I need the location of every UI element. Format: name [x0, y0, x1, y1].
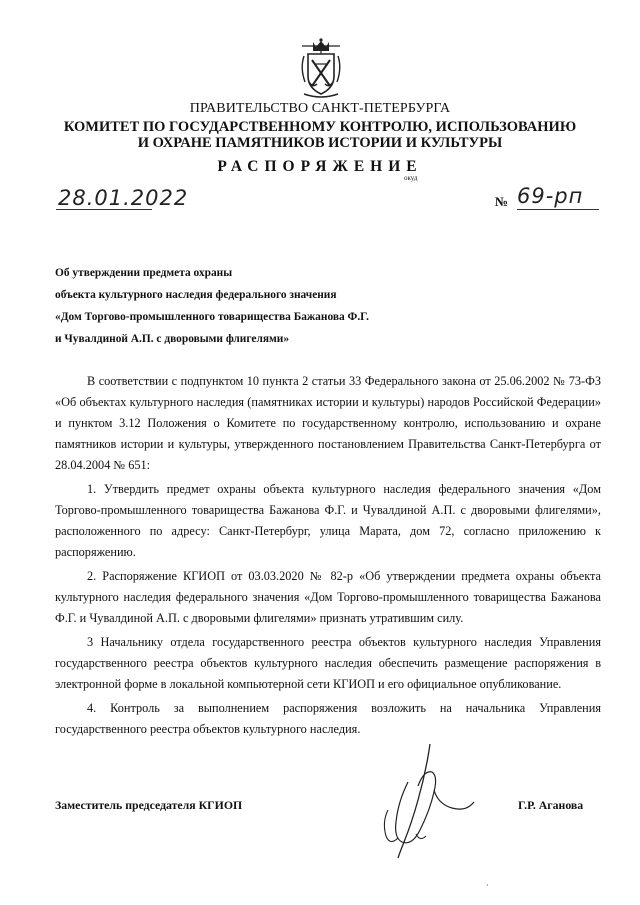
date-underline	[56, 209, 152, 210]
document-body	[55, 371, 601, 743]
item-4-paragraph: 4. Контроль за выполнением распоряжения возложить на начальника Управления государственного реестра объектов культурного наследия.	[55, 701, 601, 736]
committee-name-line2: И ОХРАНЕ ПАМЯТНИКОВ ИСТОРИИ И КУЛЬТУРЫ	[137, 135, 503, 151]
signatory-name: Г.Р. Аганова	[518, 798, 584, 812]
subject-line4: и Чувалдиной А.П. с дворовыми флигелями»	[55, 333, 290, 345]
item-2-paragraph: 2. Распоряжение КГИОП от 03.03.2020 № 82-р «Об утверждении предмета охраны объекта культурного наследия федерального значения «Дом Торгово-промышленного товарищества Бажанова Ф.Г. и Чувалдиной А.П. с дворовыми флигелями» признать утратившим силу.	[55, 569, 601, 625]
number-underline	[517, 209, 599, 210]
coat-of-arms-emblem	[296, 38, 346, 100]
item-3-paragraph: 3 Начальнику отдела государственного реестра объектов культурного наследия Управления государственного реестра объектов культурного наследия обеспечить размещение распоряжения в электронной форме в локальной компьютерной сети КГИОП и его официальное опубликование.	[55, 635, 601, 691]
committee-name-line1: КОМИТЕТ ПО ГОСУДАРСТВЕННОМУ КОНТРОЛЮ, ИСПОЛЬЗОВАНИЮ	[63, 119, 577, 135]
document-subject	[55, 262, 475, 350]
footer-mark: ·	[486, 881, 489, 890]
subject-line3: «Дом Торгово-промышленного товарищества Бажанова Ф.Г.	[55, 311, 369, 323]
committee-name	[0, 119, 640, 151]
okud-label: окуд	[404, 174, 418, 182]
document-type-title: РАСПОРЯЖЕНИЕ	[217, 158, 423, 175]
signatory-title: Заместитель председателя КГИОП	[55, 798, 243, 812]
handwritten-signature	[368, 742, 478, 860]
subject-line1: Об утверждении предмета охраны	[55, 267, 233, 279]
number-sign: №	[495, 194, 509, 209]
handwritten-date: 28.01.2022	[58, 186, 189, 210]
item-1-paragraph: 1. Утвердить предмет охраны объекта культурного наследия федерального значения «Дом Торгово-промышленного товарищества Бажанова Ф.Г. и Чувалдиной А.П. с дворовыми флигелями», расположенного по адресу: Санкт-Петербург, улица Марата, дом 72, согласно приложению к распоряжению.	[55, 482, 601, 559]
handwritten-number: 69-рп	[517, 184, 584, 208]
government-name: ПРАВИТЕЛЬСТВО САНКТ-ПЕТЕРБУРГА	[189, 101, 451, 116]
subject-line2: объекта культурного наследия федерального значения	[55, 289, 337, 301]
preamble-paragraph: В соответствии с подпунктом 10 пункта 2 статьи 33 Федерального закона от 25.06.2002 № 73-ФЗ «Об объектах культурного наследия (памятниках истории и культуры) народов Российской Федерации» и пунктом 3.12 Положения о Комитете по государственному контролю, использованию и охране памятников истории и культуры, утвержденного постановлением Правительства Санкт-Петербурга от 28.04.2004 № 651:	[55, 374, 601, 472]
